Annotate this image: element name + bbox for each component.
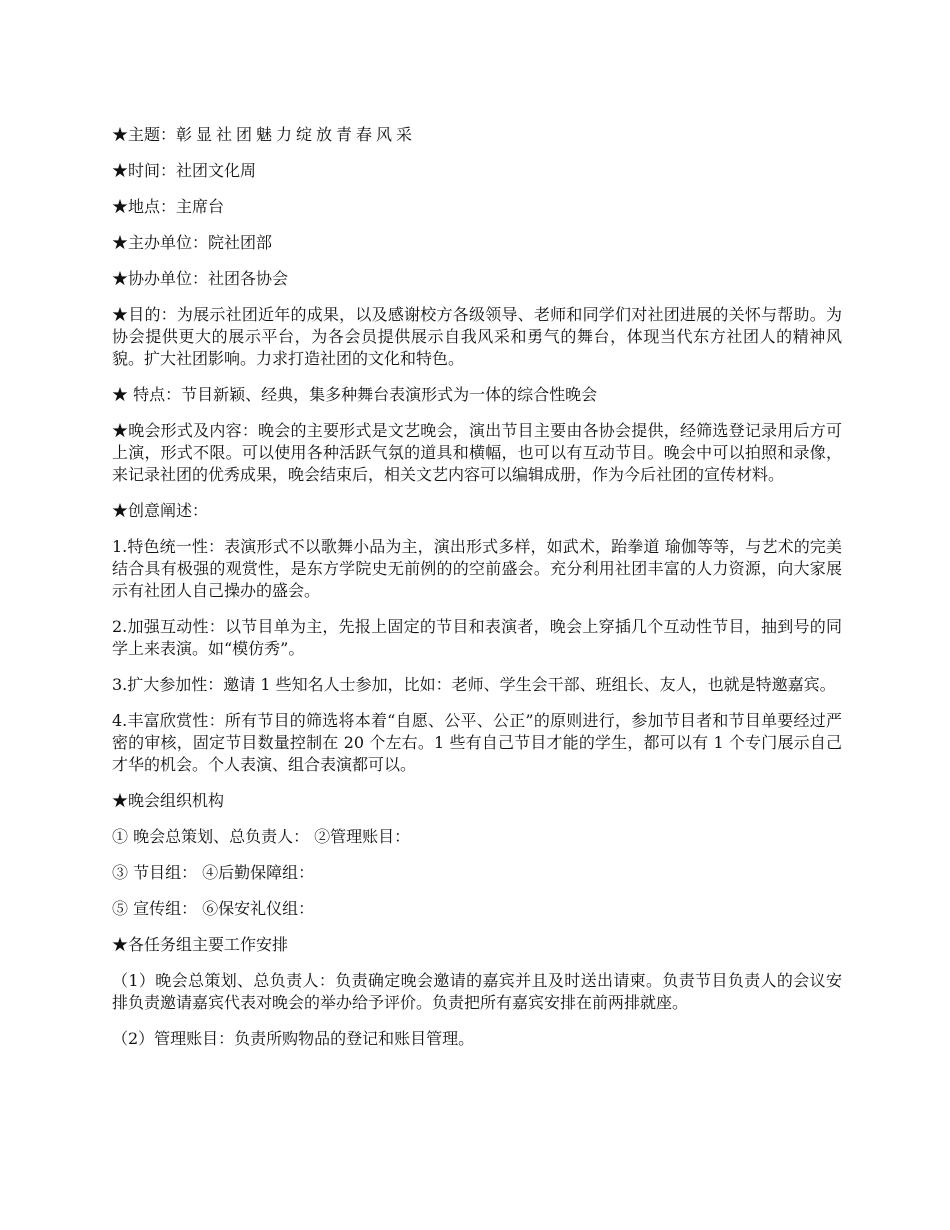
org-line-3: ⑤ 宣传组： ⑥保安礼仪组： bbox=[112, 899, 315, 918]
cohost-value: 社团各协会 bbox=[208, 269, 289, 288]
cohost-label: ★协办单位： bbox=[112, 269, 209, 288]
purpose-paragraph: ★目的：为展示社团近年的成果，以及感谢校方各级领导、老师和同学们对社团进展的关怀与帮助。为协会提供更大的展示平台，为各会员提供展示自我风采和勇气的舞台，体现当代东方社团人的精神风貌。扩大社团影响。力求打造社团的文化和特色。 bbox=[112, 305, 842, 368]
place-line bbox=[112, 196, 842, 218]
org-heading: ★晚会组织机构 bbox=[112, 791, 225, 810]
creative-item-3: 3.扩大参加性：邀请 1 些知名人士参加，比如：老师、学生会干部、班组长、友人，也就是特邀嘉宾。 bbox=[112, 675, 836, 694]
time-line bbox=[112, 160, 842, 182]
creative-heading: ★创意阐述： bbox=[112, 501, 209, 520]
time-label: ★时间： bbox=[112, 161, 177, 180]
task-item-2: （2）管理账目：负责所购物品的登记和账目管理。 bbox=[112, 1029, 475, 1048]
org-line-1: ① 晚会总策划、总负责人： ②管理账目： bbox=[112, 827, 411, 846]
creative-item-1: 1.特色统一性：表演形式不以歌舞小品为主，演出形式多样，如武术，跆拳道 瑜伽等等，与艺术的完美结合具有极强的观赏性，是东方学院史无前例的的空前盛会。充分利用社团丰富的人力资源，向大家展示有社团人自己操办的盛会。 bbox=[112, 537, 842, 600]
time-value: 社团文化周 bbox=[176, 161, 257, 180]
creative-item-2: 2.加强互动性：以节目单为主，先报上固定的节目和表演者，晚会上穿插几个互动性节目，抽到号的同学上来表演。如“模仿秀”。 bbox=[112, 617, 842, 658]
task-item-1: （1）晚会总策划、总负责人：负责确定晚会邀请的嘉宾并且及时送出请柬。负责节目负责人的会议安排负责邀请嘉宾代表对晚会的举办给予评价。负责把所有嘉宾安排在前两排就座。 bbox=[112, 971, 842, 1012]
host-line bbox=[112, 232, 842, 254]
creative-item-4: 4.丰富欣赏性：所有节目的筛选将本着“自愿、公平、公正”的原则进行，参加节目者和节目单要经过严密的审核，固定节目数量控制在 20 个左右。1 些有自己节目才能的学生，都可以有 1 个专门展示自己才华的机会。个人表演、组合表演都可以。 bbox=[112, 711, 842, 774]
place-label: ★地点： bbox=[112, 197, 177, 216]
tasks-heading: ★各任务组主要工作安排 bbox=[112, 935, 289, 954]
features-paragraph: ★ 特点：节目新颖、经典，集多种舞台表演形式为一体的综合性晚会 bbox=[112, 385, 598, 404]
theme-line bbox=[112, 124, 842, 146]
form-paragraph: ★晚会形式及内容：晚会的主要形式是文艺晚会，演出节目主要由各协会提供，经筛选登记录用后方可上演，形式不限。可以使用各种活跃气氛的道具和横幅，也可以有互动节目。晚会中可以拍照和录像，来记录社团的优秀成果，晚会结束后，相关文艺内容可以编辑成册，作为今后社团的宣传材料。 bbox=[112, 421, 842, 484]
org-line-2: ③ 节目组： ④后勤保障组： bbox=[112, 863, 315, 882]
host-label: ★主办单位： bbox=[112, 233, 209, 252]
cohost-line bbox=[112, 268, 842, 290]
place-value: 主席台 bbox=[176, 197, 225, 216]
theme-label: ★主题： bbox=[112, 125, 177, 144]
host-value: 院社团部 bbox=[208, 233, 273, 252]
document-page bbox=[112, 124, 842, 1064]
theme-value: 彰显社团魅力绽放青春风采 bbox=[176, 125, 417, 144]
